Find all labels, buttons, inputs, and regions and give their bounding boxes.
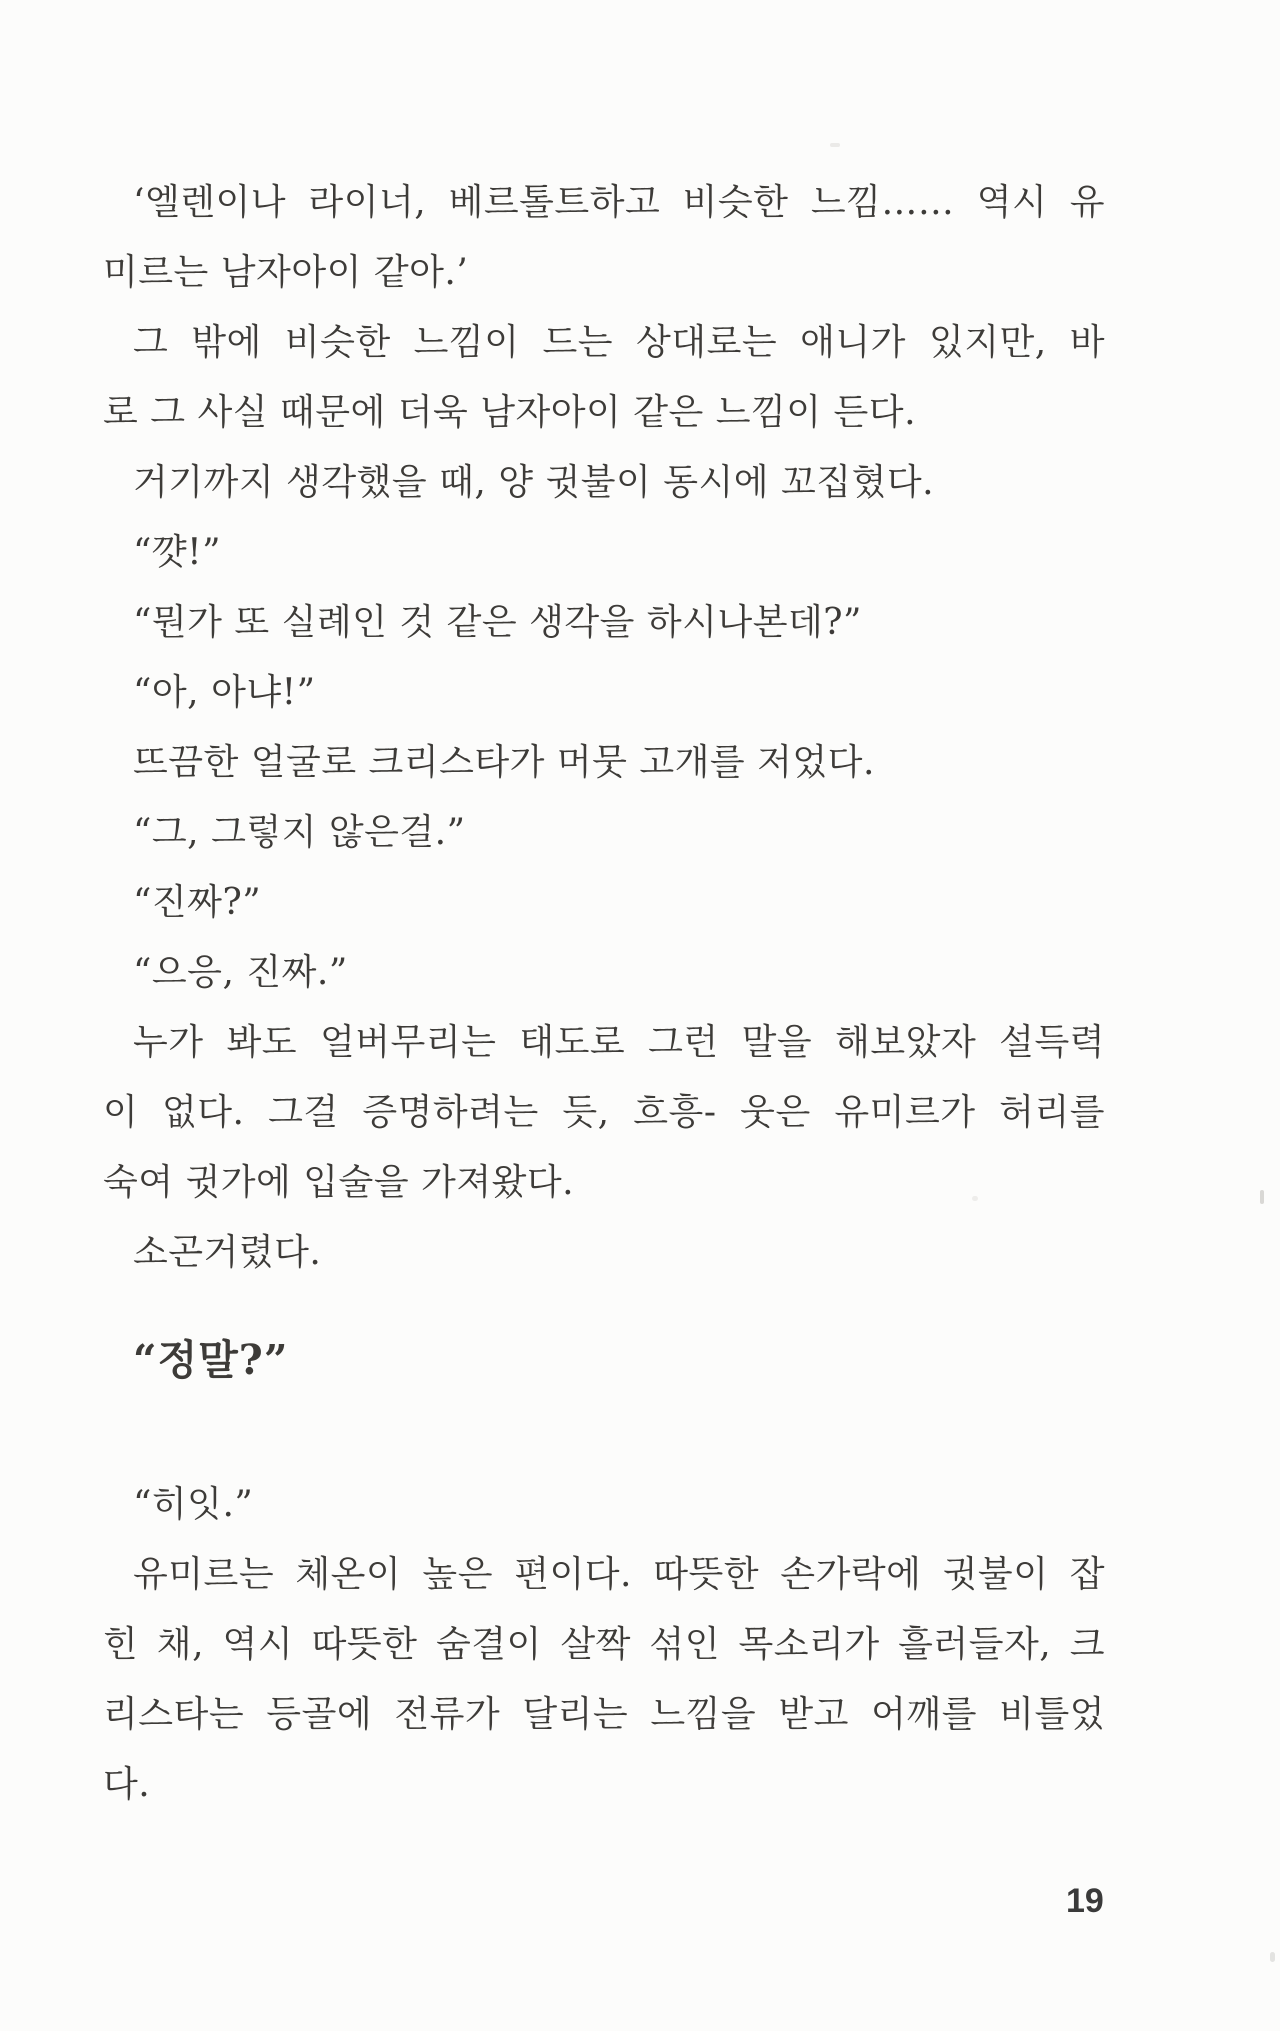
text-line: “꺗!” [133,532,222,573]
text-line: 힌 채, 역시 따뜻한 숨결이 살짝 섞인 목소리가 흘러들자, 크 [103,1624,1105,1665]
text-line: 숙여 귓가에 입술을 가져왔다. [103,1162,575,1203]
text-line: 그 밖에 비슷한 느낌이 드는 상대로는 애니가 있지만, 바 [133,322,1105,363]
text-line: 거기까지 생각했을 때, 양 귓불이 동시에 꼬집혔다. [133,462,935,503]
text-line: 이 없다. 그걸 증명하려는 듯, 흐흥- 웃은 유미르가 허리를 [103,1092,1105,1133]
text-line: 유미르는 체온이 높은 편이다. 따뜻한 손가락에 귓불이 잡 [133,1554,1105,1595]
scan-artifact [1260,1190,1264,1204]
text-line: “진짜?” [133,882,262,923]
text-line: “그, 그렇지 않은걸.” [133,812,466,853]
text-line: “뭔가 또 실례인 것 같은 생각을 하시나본데?” [133,602,862,643]
text-line: ‘엘렌이나 라이너, 베르톨트하고 비슷한 느낌…… 역시 유 [133,182,1105,223]
text-line: 다. [103,1764,151,1805]
text-line: 소곤거렸다. [133,1232,322,1273]
text-line: “히잇.” [133,1484,254,1525]
emphasized-text-line: “정말?” [133,1336,289,1384]
text-line: 뜨끔한 얼굴로 크리스타가 머뭇 고개를 저었다. [133,742,875,783]
text-line: 리스타는 등골에 전류가 달리는 느낌을 받고 어깨를 비틀었 [103,1694,1105,1735]
scan-artifact [1270,1952,1275,1962]
scan-artifact [972,1196,978,1201]
text-line: “아, 아냐!” [133,672,316,713]
page-number: 19 [1066,1882,1104,1920]
scan-artifact [830,143,840,147]
text-line: 미르는 남자아이 같아.’ [103,252,469,293]
text-block [103,168,1105,1820]
text-line: 로 그 사실 때문에 더욱 남자아이 같은 느낌이 든다. [103,392,917,433]
text-line: 누가 봐도 얼버무리는 태도로 그런 말을 해보았자 설득력 [133,1022,1105,1063]
text-line: “으응, 진짜.” [133,952,348,993]
